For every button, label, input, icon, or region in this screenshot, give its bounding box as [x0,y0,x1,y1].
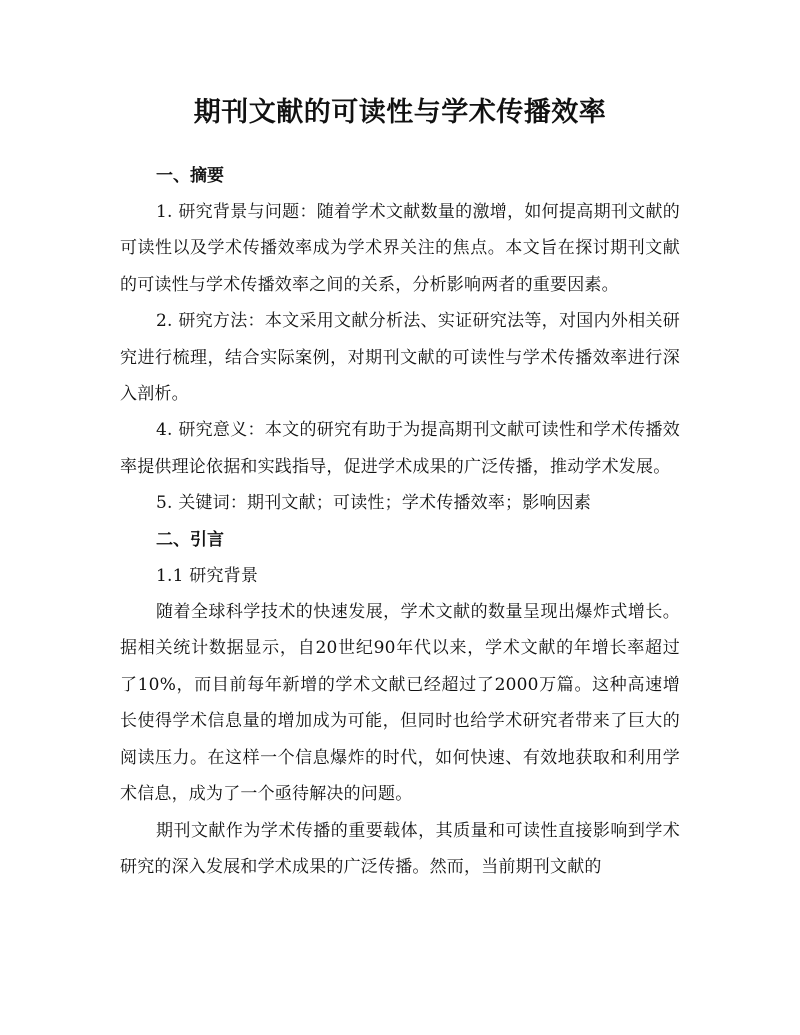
introduction-paragraph-2: 期刊文献作为学术传播的重要载体，其质量和可读性直接影响到学术研究的深入发展和学术成果的广泛传播。然而，当前期刊文献的 [120,820,680,877]
document-title: 期刊文献的可读性与学术传播效率 [193,97,607,128]
abstract-background-paragraph: 1. 研究背景与问题：随着学术文献数量的激增，如何提高期刊文献的可读性以及学术传播效率成为学术界关注的焦点。本文旨在探讨期刊文献的可读性与学术传播效率之间的关系，分析影响两者的重要因素。 [120,202,680,295]
introduction-section [120,522,680,886]
abstract-significance-paragraph: 4. 研究意义：本文的研究有助于为提高期刊文献可读性和学术传播效率提供理论依据和实践指导，促进学术成果的广泛传播，推动学术发展。 [120,420,680,477]
introduction-paragraph-1: 随着全球科学技术的快速发展，学术文献的数量呈现出爆炸式增长。据相关统计数据显示，自20世纪90年代以来，学术文献的年增长率超过了10%，而目前每年新增的学术文献已经超过了2000万篇。这种高速增长使得学术信息量的增加成为可能，但同时也给学术研究者带来了巨大的阅读压力。在这样一个信息爆炸的时代，如何快速、有效地获取和利用学术信息，成为了一个亟待解决的问题。 [120,602,680,805]
research-background-subheading: 1.1 研究背景 [156,565,259,586]
abstract-keywords-paragraph: 5. 关键词：期刊文献；可读性；学术传播效率；影响因素 [156,493,592,514]
abstract-heading: 一、摘要 [156,166,224,186]
abstract-section [120,158,680,522]
abstract-methods-paragraph: 2. 研究方法：本文采用文献分析法、实证研究法等，对国内外相关研究进行梳理，结合实际案例，对期刊文献的可读性与学术传播效率进行深入剖析。 [120,311,680,405]
introduction-heading: 二、引言 [156,529,224,550]
